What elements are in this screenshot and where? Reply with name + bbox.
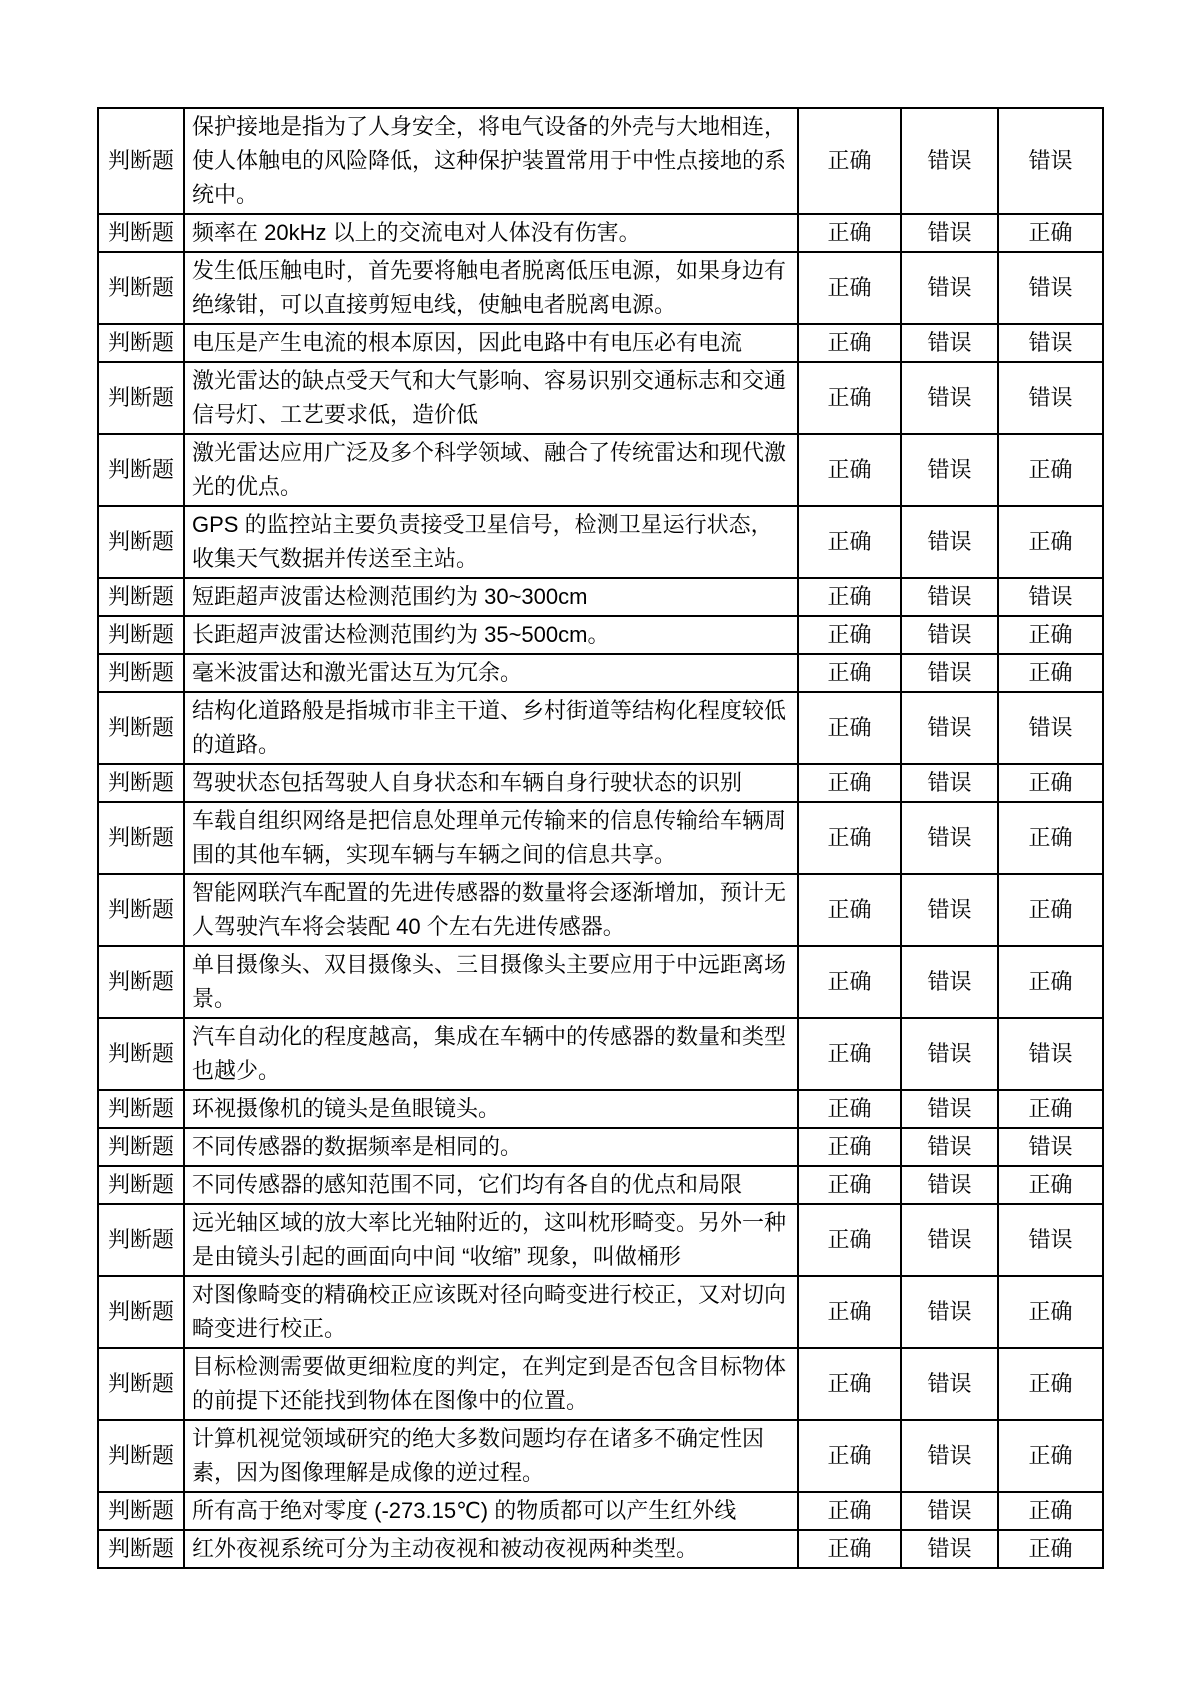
- question-type-cell: 判断题: [98, 1204, 184, 1276]
- option-false-cell: 错误: [901, 616, 998, 654]
- table-row: [98, 946, 1103, 1018]
- option-false-cell: 错误: [901, 434, 998, 506]
- question-type-cell: 判断题: [98, 362, 184, 434]
- question-text-cell: 电压是产生电流的根本原因，因此电路中有电压必有电流: [184, 324, 798, 362]
- option-true-cell: 正确: [798, 252, 901, 324]
- option-false-cell: 错误: [901, 874, 998, 946]
- answer-cell: 错误: [998, 1128, 1103, 1166]
- question-text-cell: 结构化道路般是指城市非主干道、乡村街道等结构化程度较低的道路。: [184, 692, 798, 764]
- question-type-cell: 判断题: [98, 252, 184, 324]
- table-row: [98, 324, 1103, 362]
- option-true-cell: 正确: [798, 214, 901, 252]
- table-row: [98, 764, 1103, 802]
- option-true-cell: 正确: [798, 434, 901, 506]
- table-row: [98, 1166, 1103, 1204]
- table-row: [98, 1018, 1103, 1090]
- table-row: [98, 506, 1103, 578]
- option-false-cell: 错误: [901, 578, 998, 616]
- question-type-cell: 判断题: [98, 764, 184, 802]
- question-type-cell: 判断题: [98, 108, 184, 214]
- option-true-cell: 正确: [798, 362, 901, 434]
- question-text-cell: 毫米波雷达和激光雷达互为冗余。: [184, 654, 798, 692]
- answer-cell: 正确: [998, 764, 1103, 802]
- option-true-cell: 正确: [798, 1492, 901, 1530]
- questions-table-body: [98, 108, 1103, 1568]
- answer-cell: 正确: [998, 1492, 1103, 1530]
- table-row: [98, 802, 1103, 874]
- answer-cell: 正确: [998, 1530, 1103, 1568]
- answer-cell: 错误: [998, 108, 1103, 214]
- table-row: [98, 1128, 1103, 1166]
- answer-cell: 正确: [998, 506, 1103, 578]
- answer-cell: 正确: [998, 1348, 1103, 1420]
- question-type-cell: 判断题: [98, 1530, 184, 1568]
- answer-cell: 错误: [998, 324, 1103, 362]
- question-text-cell: 短距超声波雷达检测范围约为 30~300cm: [184, 578, 798, 616]
- answer-cell: 正确: [998, 214, 1103, 252]
- answer-cell: 错误: [998, 362, 1103, 434]
- question-type-cell: 判断题: [98, 946, 184, 1018]
- option-true-cell: 正确: [798, 1204, 901, 1276]
- question-type-cell: 判断题: [98, 1492, 184, 1530]
- table-row: [98, 1204, 1103, 1276]
- table-row: [98, 654, 1103, 692]
- answer-cell: 正确: [998, 874, 1103, 946]
- option-false-cell: 错误: [901, 692, 998, 764]
- option-false-cell: 错误: [901, 1090, 998, 1128]
- table-row: [98, 692, 1103, 764]
- question-text-cell: 所有高于绝对零度 (-273.15℃) 的物质都可以产生红外线: [184, 1492, 798, 1530]
- option-false-cell: 错误: [901, 214, 998, 252]
- table-row: [98, 1530, 1103, 1568]
- answer-cell: 正确: [998, 946, 1103, 1018]
- question-type-cell: 判断题: [98, 324, 184, 362]
- question-type-cell: 判断题: [98, 434, 184, 506]
- table-row: [98, 874, 1103, 946]
- question-text-cell: 发生低压触电时，首先要将触电者脱离低压电源，如果身边有绝缘钳，可以直接剪短电线，使触电者脱离电源。: [184, 252, 798, 324]
- answer-cell: 错误: [998, 252, 1103, 324]
- question-type-cell: 判断题: [98, 802, 184, 874]
- option-false-cell: 错误: [901, 1420, 998, 1492]
- question-type-cell: 判断题: [98, 578, 184, 616]
- question-type-cell: 判断题: [98, 692, 184, 764]
- answer-cell: 错误: [998, 1018, 1103, 1090]
- question-text-cell: 频率在 20kHz 以上的交流电对人体没有伤害。: [184, 214, 798, 252]
- table-row: [98, 1420, 1103, 1492]
- question-text-cell: 计算机视觉领域研究的绝大多数问题均存在诸多不确定性因素，因为图像理解是成像的逆过程。: [184, 1420, 798, 1492]
- option-true-cell: 正确: [798, 506, 901, 578]
- answer-cell: 正确: [998, 1166, 1103, 1204]
- option-true-cell: 正确: [798, 1090, 901, 1128]
- table-row: [98, 578, 1103, 616]
- option-true-cell: 正确: [798, 802, 901, 874]
- option-true-cell: 正确: [798, 578, 901, 616]
- question-text-cell: 驾驶状态包括驾驶人自身状态和车辆自身行驶状态的识别: [184, 764, 798, 802]
- answer-cell: 错误: [998, 578, 1103, 616]
- option-true-cell: 正确: [798, 1166, 901, 1204]
- answer-cell: 正确: [998, 802, 1103, 874]
- question-type-cell: 判断题: [98, 506, 184, 578]
- option-true-cell: 正确: [798, 654, 901, 692]
- option-true-cell: 正确: [798, 1018, 901, 1090]
- option-false-cell: 错误: [901, 764, 998, 802]
- answer-cell: 正确: [998, 1420, 1103, 1492]
- answer-cell: 正确: [998, 1090, 1103, 1128]
- question-text-cell: 单目摄像头、双目摄像头、三目摄像头主要应用于中远距离场景。: [184, 946, 798, 1018]
- option-false-cell: 错误: [901, 654, 998, 692]
- question-text-cell: 不同传感器的数据频率是相同的。: [184, 1128, 798, 1166]
- question-text-cell: 远光轴区域的放大率比光轴附近的，这叫枕形畸变。另外一种是由镜头引起的画面向中间 “收缩” 现象，叫做桶形: [184, 1204, 798, 1276]
- question-text-cell: 保护接地是指为了人身安全，将电气设备的外壳与大地相连，使人体触电的风险降低，这种保护装置常用于中性点接地的系统中。: [184, 108, 798, 214]
- question-text-cell: 红外夜视系统可分为主动夜视和被动夜视两种类型。: [184, 1530, 798, 1568]
- answer-cell: 错误: [998, 1204, 1103, 1276]
- option-true-cell: 正确: [798, 1348, 901, 1420]
- option-true-cell: 正确: [798, 874, 901, 946]
- option-false-cell: 错误: [901, 1018, 998, 1090]
- question-text-cell: 不同传感器的感知范围不同，它们均有各自的优点和局限: [184, 1166, 798, 1204]
- question-text-cell: 目标检测需要做更细粒度的判定，在判定到是否包含目标物体的前提下还能找到物体在图像中的位置。: [184, 1348, 798, 1420]
- option-false-cell: 错误: [901, 1128, 998, 1166]
- answer-cell: 正确: [998, 1276, 1103, 1348]
- question-text-cell: 对图像畸变的精确校正应该既对径向畸变进行校正，又对切向畸变进行校正。: [184, 1276, 798, 1348]
- question-text-cell: 长距超声波雷达检测范围约为 35~500cm。: [184, 616, 798, 654]
- option-true-cell: 正确: [798, 1420, 901, 1492]
- table-row: [98, 1492, 1103, 1530]
- answer-cell: 正确: [998, 434, 1103, 506]
- option-false-cell: 错误: [901, 506, 998, 578]
- question-type-cell: 判断题: [98, 1420, 184, 1492]
- option-false-cell: 错误: [901, 1348, 998, 1420]
- option-false-cell: 错误: [901, 108, 998, 214]
- option-true-cell: 正确: [798, 946, 901, 1018]
- table-row: [98, 434, 1103, 506]
- question-text-cell: 车载自组织网络是把信息处理单元传输来的信息传输给车辆周围的其他车辆，实现车辆与车辆之间的信息共享。: [184, 802, 798, 874]
- question-type-cell: 判断题: [98, 214, 184, 252]
- option-true-cell: 正确: [798, 692, 901, 764]
- answer-cell: 正确: [998, 654, 1103, 692]
- table-row: [98, 214, 1103, 252]
- option-false-cell: 错误: [901, 252, 998, 324]
- table-row: [98, 1348, 1103, 1420]
- question-text-cell: 智能网联汽车配置的先进传感器的数量将会逐渐增加，预计无人驾驶汽车将会装配 40 个左右先进传感器。: [184, 874, 798, 946]
- option-false-cell: 错误: [901, 1276, 998, 1348]
- option-false-cell: 错误: [901, 1492, 998, 1530]
- question-text-cell: 激光雷达的缺点受天气和大气影响、容易识别交通标志和交通信号灯、工艺要求低，造价低: [184, 362, 798, 434]
- question-text-cell: 汽车自动化的程度越高，集成在车辆中的传感器的数量和类型也越少。: [184, 1018, 798, 1090]
- option-true-cell: 正确: [798, 1276, 901, 1348]
- question-text-cell: 环视摄像机的镜头是鱼眼镜头。: [184, 1090, 798, 1128]
- question-type-cell: 判断题: [98, 1090, 184, 1128]
- question-type-cell: 判断题: [98, 1276, 184, 1348]
- table-row: [98, 1276, 1103, 1348]
- question-text-cell: GPS 的监控站主要负责接受卫星信号，检测卫星运行状态，收集天气数据并传送至主站。: [184, 506, 798, 578]
- answer-cell: 正确: [998, 616, 1103, 654]
- question-type-cell: 判断题: [98, 1018, 184, 1090]
- option-false-cell: 错误: [901, 1204, 998, 1276]
- question-type-cell: 判断题: [98, 1128, 184, 1166]
- option-true-cell: 正确: [798, 764, 901, 802]
- option-false-cell: 错误: [901, 946, 998, 1018]
- option-false-cell: 错误: [901, 1166, 998, 1204]
- table-row: [98, 108, 1103, 214]
- question-type-cell: 判断题: [98, 616, 184, 654]
- questions-table: [97, 107, 1104, 1569]
- table-row: [98, 252, 1103, 324]
- option-false-cell: 错误: [901, 362, 998, 434]
- option-false-cell: 错误: [901, 324, 998, 362]
- question-type-cell: 判断题: [98, 654, 184, 692]
- question-type-cell: 判断题: [98, 1348, 184, 1420]
- table-row: [98, 616, 1103, 654]
- question-text-cell: 激光雷达应用广泛及多个科学领域、融合了传统雷达和现代激光的优点。: [184, 434, 798, 506]
- question-type-cell: 判断题: [98, 874, 184, 946]
- option-true-cell: 正确: [798, 324, 901, 362]
- option-true-cell: 正确: [798, 108, 901, 214]
- table-row: [98, 1090, 1103, 1128]
- question-type-cell: 判断题: [98, 1166, 184, 1204]
- table-row: [98, 362, 1103, 434]
- option-true-cell: 正确: [798, 616, 901, 654]
- answer-cell: 错误: [998, 692, 1103, 764]
- option-true-cell: 正确: [798, 1128, 901, 1166]
- option-false-cell: 错误: [901, 802, 998, 874]
- option-false-cell: 错误: [901, 1530, 998, 1568]
- option-true-cell: 正确: [798, 1530, 901, 1568]
